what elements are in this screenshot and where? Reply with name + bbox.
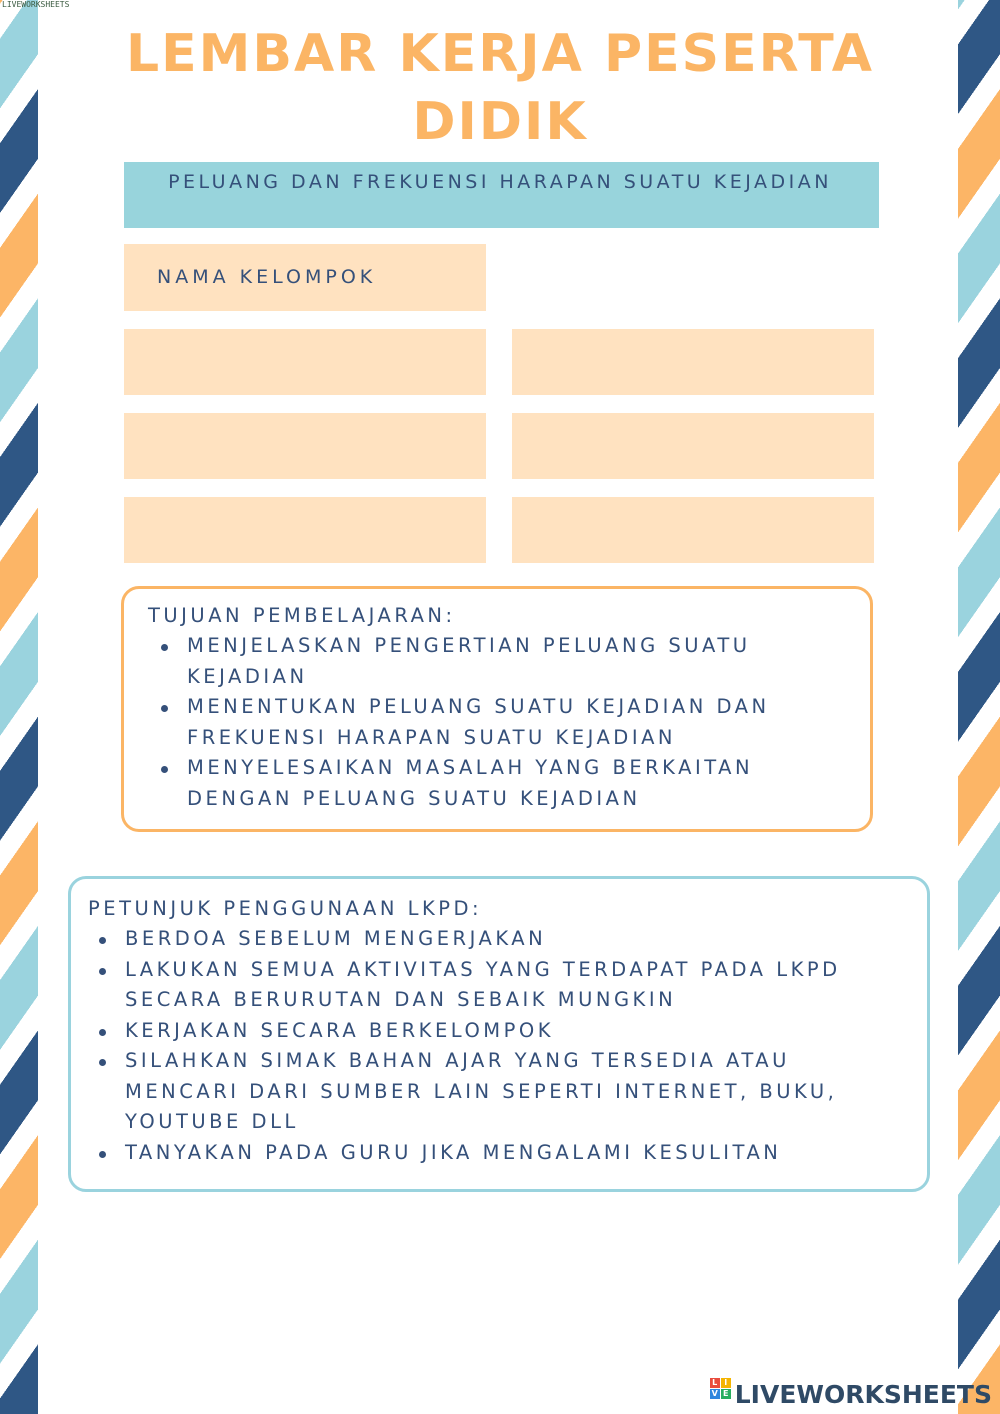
member-name-field-5[interactable] xyxy=(124,497,486,563)
logo-mark-letter: E xyxy=(721,1389,731,1399)
list-item: KERJAKAN SECARA BERKELOMPOK xyxy=(99,1016,889,1047)
learning-objectives-heading: TUJUAN PEMBELAJARAN: xyxy=(148,604,456,627)
subtitle: PELUANG DAN FREKUENSI HARAPAN SUATU KEJADIAN xyxy=(168,171,832,193)
member-name-field-4[interactable] xyxy=(512,413,874,479)
list-item: TANYAKAN PADA GURU JIKA MENGALAMI KESULITAN xyxy=(99,1138,889,1169)
list-item: MENJELASKAN PENGERTIAN PELUANG SUATU KEJADIAN xyxy=(161,631,861,692)
logo-text: LIVEWORKSHEETS xyxy=(734,1379,992,1409)
list-item: MENENTUKAN PELUANG SUATU KEJADIAN DAN FREKUENSI HARAPAN SUATU KEJADIAN xyxy=(161,692,861,753)
logo-mark-letter: V xyxy=(711,1389,718,1398)
liveworksheets-logo xyxy=(710,1379,992,1409)
group-name-label: NAMA KELOMPOK xyxy=(157,266,377,288)
list-item: MENYELESAIKAN MASALAH YANG BERKAITAN DENGAN PELUANG SUATU KEJADIAN xyxy=(161,753,861,814)
logo-mark-icon xyxy=(710,1378,731,1410)
list-item: BERDOA SEBELUM MENGERJAKAN xyxy=(99,924,889,955)
instructions-list xyxy=(99,924,889,1168)
right-decorative-stripe xyxy=(958,0,1000,1414)
list-item: LAKUKAN SEMUA AKTIVITAS YANG TERDAPAT PADA LKPD SECARA BERURUTAN DAN SEBAIK MUNGKIN xyxy=(99,955,889,1016)
member-name-field-2[interactable] xyxy=(512,329,874,395)
logo-mark-letter: I xyxy=(721,1378,731,1388)
member-name-field-3[interactable] xyxy=(124,413,486,479)
member-name-field-1[interactable] xyxy=(124,329,486,395)
member-name-field-6[interactable] xyxy=(512,497,874,563)
logo-mark-letter: L xyxy=(710,1378,720,1388)
corner-watermark-tag: LIVEWORKSHEETS xyxy=(2,0,70,9)
left-decorative-stripe xyxy=(0,0,38,1414)
list-item: SILAHKAN SIMAK BAHAN AJAR YANG TERSEDIA ATAU MENCARI DARI SUMBER LAIN SEPERTI INTERNET, BUKU, YOUTUBE DLL xyxy=(99,1046,889,1138)
page-title: LEMBAR KERJA PESERTA DIDIK xyxy=(126,24,874,152)
learning-objectives-list xyxy=(161,631,861,814)
instructions-heading: PETUNJUK PENGGUNAAN LKPD: xyxy=(88,897,483,920)
